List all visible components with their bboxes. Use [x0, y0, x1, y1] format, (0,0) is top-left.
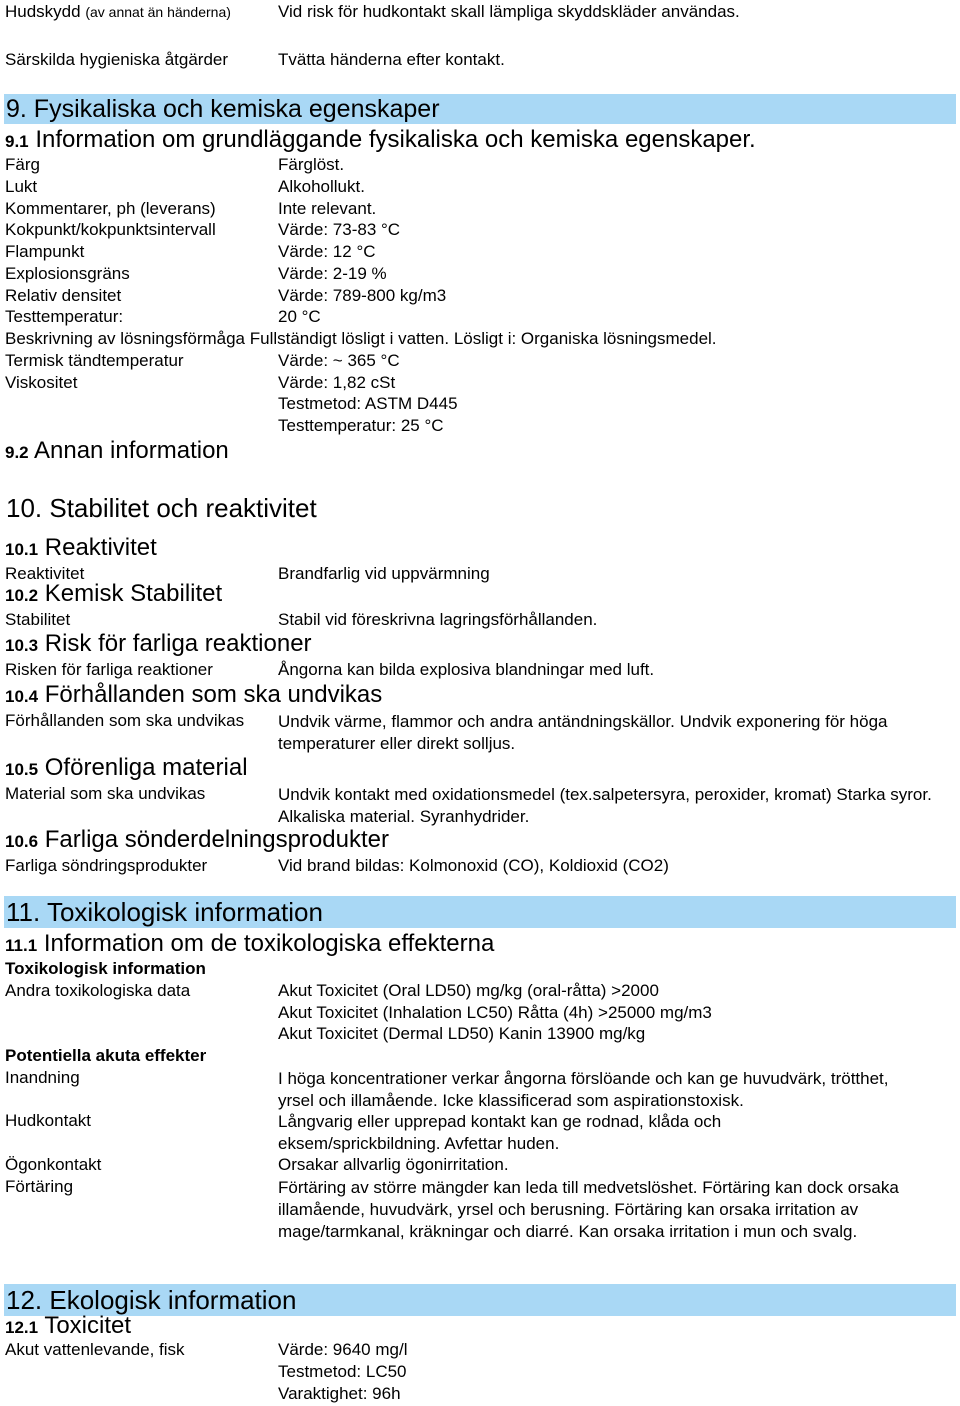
effect-label: Hudkontakt — [5, 1111, 91, 1130]
prop-value: Värde: 73-83 °C — [278, 220, 401, 239]
tox-value: Akut Toxicitet (Oral LD50) mg/kg (oral-råtta) >2000 — [278, 981, 659, 1000]
tox-value: Akut Toxicitet (Dermal LD50) Kanin 13900 mg/kg — [278, 1024, 646, 1043]
prop-label: Flampunkt — [5, 242, 85, 261]
effect-value: Förtäring av större mängder kan leda till medvetslöshet. Förtäring kan dock orsaka illamående, huvudvärk, yrsel och berusning. Förtäring kan orsaka irritation av mage/tarmkanal, kräkningar och diarré. Kan orsaka irritation i mun och svalg. — [278, 1178, 899, 1241]
prop-label: Kokpunkt/kokpunktsintervall — [5, 220, 216, 239]
section-9-1-title: 9.1 Information om grundläggande fysikaliska och kemiska egenskaper. — [5, 126, 756, 153]
decomposition-value: Vid brand bildas: Kolmonoxid (CO), Koldioxid (CO2) — [278, 856, 669, 875]
effect-label: Förtäring — [5, 1177, 74, 1196]
prop-label: Termisk tändtemperatur — [5, 351, 184, 370]
prop-value: Färglöst. — [278, 155, 345, 174]
conditions-value: Undvik värme, flammor och andra antändningskällor. Undvik exponering för höga temperaturer eller direkt solljus. — [278, 712, 888, 753]
prop-value: Värde: 12 °C — [278, 242, 376, 261]
section-9-title: 9. Fysikaliska och kemiska egenskaper — [6, 95, 440, 123]
prop-label: Lukt — [5, 177, 38, 196]
section-10-4-title: 10.4 Förhållanden som ska undvikas — [5, 681, 383, 708]
skin-protection-value: Vid risk för hudkontakt skall lämpliga skyddskläder användas. — [278, 2, 740, 21]
section-11-title: 11. Toxikologisk information — [6, 897, 323, 927]
section-12-1-title: 12.1 Toxicitet — [5, 1312, 132, 1339]
viscosity-method: Testmetod: ASTM D445 — [278, 394, 458, 413]
skin-protection-label: Hudskydd (av annat än händerna) — [5, 2, 231, 21]
fish-toxicity-label: Akut vattenlevande, fisk — [5, 1340, 185, 1359]
stability-value: Stabil vid föreskrivna lagringsförhållanden. — [278, 610, 598, 629]
section-10-title: 10. Stabilitet och reaktivitet — [6, 493, 317, 523]
effect-value: Långvarig eller upprepad kontakt kan ge rodnad, klåda och eksem/sprickbildning. Avfettar huden. — [278, 1112, 722, 1153]
hygiene-value: Tvätta händerna efter kontakt. — [278, 50, 505, 69]
incompatible-label: Material som ska undvikas — [5, 784, 206, 803]
section-11-1-title: 11.1 Information om de toxikologiska effekterna — [5, 930, 495, 957]
prop-value: Värde: 789-800 kg/m3 — [278, 286, 447, 305]
prop-label: Explosionsgräns — [5, 264, 130, 283]
prop-value: Värde: 2-19 % — [278, 264, 387, 283]
fish-toxicity-value: Värde: 9640 mg/l — [278, 1340, 408, 1359]
prop-value: Värde: ~ 365 °C — [278, 351, 400, 370]
viscosity-temp: Testtemperatur: 25 °C — [278, 416, 444, 435]
prop-value: Värde: 1,82 cSt — [278, 373, 396, 392]
prop-value: Inte relevant. — [278, 199, 377, 218]
acute-effects-heading: Potentiella akuta effekter — [5, 1046, 207, 1065]
section-10-2-title: 10.2 Kemisk Stabilitet — [5, 580, 223, 607]
prop-label: Färg — [5, 155, 40, 174]
prop-value: 20 °C — [278, 307, 321, 326]
effect-label: Inandning — [5, 1068, 80, 1087]
hazard-reactions-value: Ångorna kan bilda explosiva blandningar med luft. — [278, 660, 655, 679]
section-10-5-title: 10.5 Oförenliga material — [5, 754, 248, 781]
reactivity-label: Reaktivitet — [5, 564, 85, 583]
incompatible-value: Undvik kontakt med oxidationsmedel (tex.salpetersyra, peroxider, kromat) Starka syror. Alkaliska material. Syranhydrider. — [278, 785, 932, 826]
conditions-label: Förhållanden som ska undvikas — [5, 711, 245, 730]
effect-label: Ögonkontakt — [5, 1155, 102, 1174]
section-10-3-title: 10.3 Risk för farliga reaktioner — [5, 630, 312, 657]
prop-label: Kommentarer, ph (leverans) — [5, 199, 216, 218]
effect-value: I höga koncentrationer verkar ångorna förslöande och kan ge huvudvärk, trötthet, yrsel och illamående. Icke klassificerad som aspirationstoxisk. — [278, 1069, 889, 1110]
section-10-1-title: 10.1 Reaktivitet — [5, 534, 157, 561]
solubility-text: Beskrivning av lösningsförmåga Fullständigt lösligt i vatten. Lösligt i: Organiska lösningsmedel. — [5, 329, 717, 348]
prop-value: Alkohollukt. — [278, 177, 365, 196]
prop-label: Relativ densitet — [5, 286, 122, 305]
section-12-title: 12. Ekologisk information — [6, 1285, 297, 1315]
fish-toxicity-duration: Varaktighet: 96h — [278, 1384, 401, 1403]
reactivity-value: Brandfarlig vid uppvärmning — [278, 564, 490, 583]
stability-label: Stabilitet — [5, 610, 71, 629]
prop-label: Viskositet — [5, 373, 78, 392]
section-10-6-title: 10.6 Farliga sönderdelningsprodukter — [5, 826, 389, 853]
hygiene-label: Särskilda hygieniska åtgärder — [5, 50, 229, 69]
effect-value: Orsakar allvarlig ögonirritation. — [278, 1155, 509, 1174]
hazard-reactions-label: Risken för farliga reaktioner — [5, 660, 213, 679]
tox-info-heading: Toxikologisk information — [5, 959, 206, 978]
decomposition-label: Farliga söndringsprodukter — [5, 856, 208, 875]
other-tox-label: Andra toxikologiska data — [5, 981, 191, 1000]
section-9-2-title: 9.2 Annan information — [5, 437, 229, 464]
tox-value: Akut Toxicitet (Inhalation LC50) Råtta (4h) >25000 mg/m3 — [278, 1003, 712, 1022]
prop-label: Testtemperatur: — [5, 307, 124, 326]
fish-toxicity-method: Testmetod: LC50 — [278, 1362, 407, 1381]
